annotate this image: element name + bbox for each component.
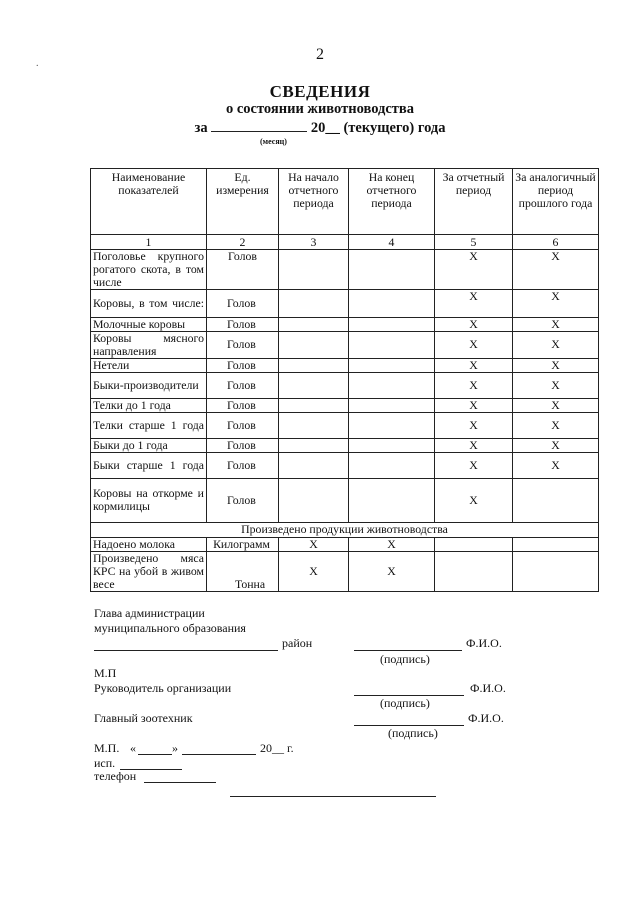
value-cell: X xyxy=(349,537,435,551)
value-cell[interactable] xyxy=(349,250,435,290)
period-prefix: за xyxy=(194,120,208,136)
row-unit: Голов xyxy=(207,398,279,412)
podpis-label-org: (подпись) xyxy=(380,696,430,710)
column-header: За аналогичный период прошлого года xyxy=(513,169,599,235)
value-cell[interactable] xyxy=(279,398,349,412)
column-header: Ед. измерения xyxy=(207,169,279,235)
value-cell[interactable] xyxy=(349,412,435,438)
row-name: Коровы на откорме и кормилицы xyxy=(91,478,207,522)
value-cell[interactable] xyxy=(349,289,435,317)
period-year: 20__ xyxy=(310,120,340,136)
value-cell: X xyxy=(435,331,513,358)
row-unit: Голов xyxy=(207,452,279,478)
row-name: Нетели xyxy=(91,358,207,372)
value-cell: X xyxy=(435,478,513,522)
row-name: Коровы мясного направления xyxy=(91,331,207,358)
column-number-row xyxy=(91,235,599,250)
row-name: Телки старше 1 года xyxy=(91,412,207,438)
table-row xyxy=(91,358,599,372)
value-cell[interactable] xyxy=(279,289,349,317)
fio-label-org: Ф.И.О. xyxy=(470,681,506,695)
table-row xyxy=(91,551,599,591)
value-cell[interactable] xyxy=(435,551,513,591)
table-row xyxy=(91,317,599,331)
value-cell: X xyxy=(513,452,599,478)
value-cell[interactable] xyxy=(349,452,435,478)
value-cell: X xyxy=(513,250,599,290)
date-day-blank[interactable] xyxy=(138,753,172,755)
date-close-quote: » xyxy=(172,741,178,755)
value-cell[interactable] xyxy=(349,398,435,412)
table-row xyxy=(91,452,599,478)
row-name: Телки до 1 года xyxy=(91,398,207,412)
table-row xyxy=(91,412,599,438)
value-cell[interactable] xyxy=(279,438,349,452)
table-row xyxy=(91,372,599,398)
document-subtitle: о состоянии животноводства xyxy=(226,101,414,117)
column-number: 2 xyxy=(207,235,279,250)
footer-rule xyxy=(230,795,436,797)
livestock-table xyxy=(90,168,599,592)
org-head-label: Руководитель организации xyxy=(94,681,232,695)
table-row xyxy=(91,398,599,412)
value-cell[interactable] xyxy=(279,317,349,331)
row-unit: Голов xyxy=(207,289,279,317)
row-name: Коровы, в том числе: xyxy=(91,289,207,317)
row-unit: Тонна xyxy=(207,551,279,591)
table-row xyxy=(91,537,599,551)
value-cell[interactable] xyxy=(279,412,349,438)
row-unit: Голов xyxy=(207,331,279,358)
value-cell[interactable] xyxy=(513,537,599,551)
table-row xyxy=(91,250,599,290)
document-title: СВЕДЕНИЯ xyxy=(269,82,371,101)
row-unit: Голов xyxy=(207,250,279,290)
value-cell[interactable] xyxy=(513,551,599,591)
row-unit: Голов xyxy=(207,412,279,438)
value-cell: X xyxy=(279,551,349,591)
value-cell: X xyxy=(349,551,435,591)
date-year-label: 20__ г. xyxy=(260,741,294,755)
value-cell: X xyxy=(435,358,513,372)
value-cell[interactable] xyxy=(349,317,435,331)
value-cell[interactable] xyxy=(349,331,435,358)
value-cell: X xyxy=(513,398,599,412)
value-cell[interactable] xyxy=(435,537,513,551)
column-header: На конец отчетного периода xyxy=(349,169,435,235)
month-hint: (месяц) xyxy=(260,137,287,146)
value-cell[interactable] xyxy=(279,372,349,398)
column-number: 5 xyxy=(435,235,513,250)
table-row xyxy=(91,331,599,358)
district-blank[interactable] xyxy=(94,649,278,651)
table-row xyxy=(91,438,599,452)
phone-blank[interactable] xyxy=(144,781,216,783)
fio-label-head: Ф.И.О. xyxy=(466,636,502,650)
page-number: 2 xyxy=(316,46,324,63)
value-cell: X xyxy=(513,372,599,398)
isp-label: исп. xyxy=(94,756,116,770)
value-cell: X xyxy=(279,537,349,551)
value-cell[interactable] xyxy=(279,478,349,522)
head-admin-label: Глава администрации xyxy=(94,606,205,620)
value-cell[interactable] xyxy=(349,372,435,398)
value-cell[interactable] xyxy=(279,358,349,372)
value-cell: X xyxy=(435,317,513,331)
district-label: район xyxy=(282,636,313,650)
column-number: 1 xyxy=(91,235,207,250)
value-cell: X xyxy=(513,317,599,331)
date-month-blank[interactable] xyxy=(182,753,256,755)
value-cell: X xyxy=(513,438,599,452)
row-name: Надоено молока xyxy=(91,537,207,551)
section-row xyxy=(91,522,599,537)
signature-blank-head[interactable] xyxy=(354,649,462,651)
fio-label-zootech: Ф.И.О. xyxy=(468,711,504,725)
stray-mark: . xyxy=(36,58,39,69)
row-name: Произведено мяса КРС на убой в живом весе xyxy=(91,551,207,591)
value-cell[interactable] xyxy=(349,478,435,522)
value-cell: X xyxy=(513,289,599,317)
value-cell[interactable] xyxy=(279,452,349,478)
value-cell: X xyxy=(513,331,599,358)
zootech-label: Главный зоотехник xyxy=(94,711,193,725)
date-stamp-label: М.П. xyxy=(94,741,120,755)
row-unit: Голов xyxy=(207,358,279,372)
row-name: Быки до 1 года xyxy=(91,438,207,452)
column-header: На начало отчетного периода xyxy=(279,169,349,235)
stamp-label: М.П xyxy=(94,666,117,680)
reporting-period xyxy=(0,119,640,137)
value-cell[interactable] xyxy=(279,331,349,358)
row-name: Быки-производители xyxy=(91,372,207,398)
value-cell: X xyxy=(435,412,513,438)
municipal-label: муниципального образования xyxy=(94,621,246,635)
row-name: Поголовье крупного рогатого скота, в том числе xyxy=(91,250,207,290)
value-cell xyxy=(513,478,599,522)
value-cell: X xyxy=(435,289,513,317)
value-cell: X xyxy=(435,452,513,478)
column-number: 6 xyxy=(513,235,599,250)
row-name: Быки старше 1 года xyxy=(91,452,207,478)
value-cell: X xyxy=(435,438,513,452)
column-header: Наименование показателей xyxy=(91,169,207,235)
row-unit: Голов xyxy=(207,372,279,398)
value-cell: X xyxy=(435,398,513,412)
value-cell: X xyxy=(435,372,513,398)
column-header: За отчетный период xyxy=(435,169,513,235)
table-header-row xyxy=(91,169,599,235)
row-name: Молочные коровы xyxy=(91,317,207,331)
podpis-label-zootech: (подпись) xyxy=(388,726,438,740)
column-number: 4 xyxy=(349,235,435,250)
table-row xyxy=(91,289,599,317)
value-cell[interactable] xyxy=(349,438,435,452)
section-label: Произведено продукции животноводства xyxy=(91,522,599,537)
month-blank[interactable] xyxy=(211,119,307,132)
podpis-label-head: (подпись) xyxy=(380,652,430,666)
period-suffix: (текущего) года xyxy=(343,120,446,136)
value-cell: X xyxy=(435,250,513,290)
row-unit: Килограмм xyxy=(207,537,279,551)
value-cell: X xyxy=(513,412,599,438)
value-cell[interactable] xyxy=(349,358,435,372)
value-cell: X xyxy=(513,358,599,372)
row-unit: Голов xyxy=(207,478,279,522)
row-unit: Голов xyxy=(207,438,279,452)
date-open-quote: « xyxy=(130,741,136,755)
value-cell[interactable] xyxy=(279,250,349,290)
column-number: 3 xyxy=(279,235,349,250)
row-unit: Голов xyxy=(207,317,279,331)
table-row xyxy=(91,478,599,522)
phone-label: телефон xyxy=(94,769,137,783)
